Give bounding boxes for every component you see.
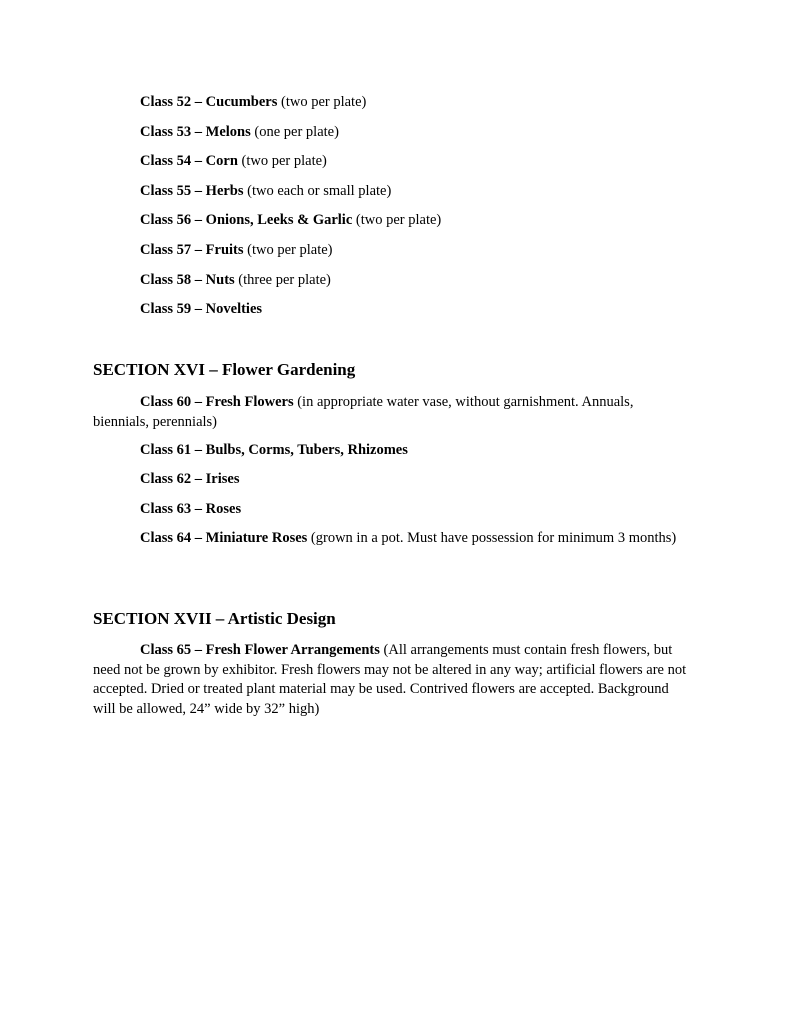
- class-58-note: (three per plate): [234, 272, 331, 288]
- section-xvii-heading: SECTION XVII – Artistic Design: [93, 609, 336, 628]
- class-59-line: [140, 299, 262, 319]
- class-61-line: [140, 440, 408, 460]
- class-65-note: (All arrangements must contain fresh flowers, but need not be grown by exhibitor. Fresh flowers may not be altered in any way; artificial flowers are not accepted. Dried or treated plant material may be used. Contrived flowers are accepted. Background will be allowed, 24” wide by 32” high): [93, 642, 687, 717]
- class-53-line: [140, 122, 339, 142]
- class-63-label: Class 63 – Roses: [140, 501, 242, 517]
- class-58-line: [140, 270, 331, 290]
- class-55-note: (two each or small plate): [243, 183, 392, 199]
- class-55-label: Class 55 – Herbs: [140, 183, 244, 199]
- class-58-label: Class 58 – Nuts: [140, 272, 235, 288]
- class-57-note: (two per plate): [243, 242, 333, 258]
- class-65-paragraph: [93, 641, 693, 719]
- class-57-line: [140, 240, 333, 260]
- class-60-note: (in appropriate water vase, without garnishment. Annuals, biennials, perennials): [93, 394, 634, 430]
- class-52-label: Class 52 – Cucumbers: [140, 94, 278, 110]
- class-52-note: (two per plate): [277, 94, 367, 110]
- class-56-note: (two per plate): [352, 212, 442, 228]
- class-53-label: Class 53 – Melons: [140, 124, 251, 140]
- class-62-line: [140, 469, 240, 489]
- class-53-note: (one per plate): [250, 124, 339, 140]
- class-57-label: Class 57 – Fruits: [140, 242, 244, 258]
- class-65-label: Class 65 – Fresh Flower Arrangements: [140, 642, 380, 658]
- class-54-label: Class 54 – Corn: [140, 153, 238, 169]
- class-63-line: [140, 499, 241, 519]
- class-64-paragraph: [93, 529, 693, 549]
- class-54-note: (two per plate): [237, 153, 327, 169]
- class-55-line: [140, 181, 391, 201]
- class-64-label: Class 64 – Miniature Roses: [140, 530, 308, 546]
- class-61-label: Class 61 – Bulbs, Corms, Tubers, Rhizomes: [140, 442, 408, 458]
- class-64-note: (grown in a pot. Must have possession for minimum 3 months): [307, 530, 677, 546]
- class-56-label: Class 56 – Onions, Leeks & Garlic: [140, 212, 353, 228]
- class-56-line: [140, 210, 441, 230]
- class-60-paragraph: [93, 393, 693, 432]
- class-54-line: [140, 151, 327, 171]
- section-xvi-heading: SECTION XVI – Flower Gardening: [93, 360, 356, 379]
- class-60-label: Class 60 – Fresh Flowers: [140, 394, 294, 410]
- class-52-line: [140, 92, 366, 112]
- class-59-label: Class 59 – Novelties: [140, 301, 263, 317]
- class-62-label: Class 62 – Irises: [140, 471, 240, 487]
